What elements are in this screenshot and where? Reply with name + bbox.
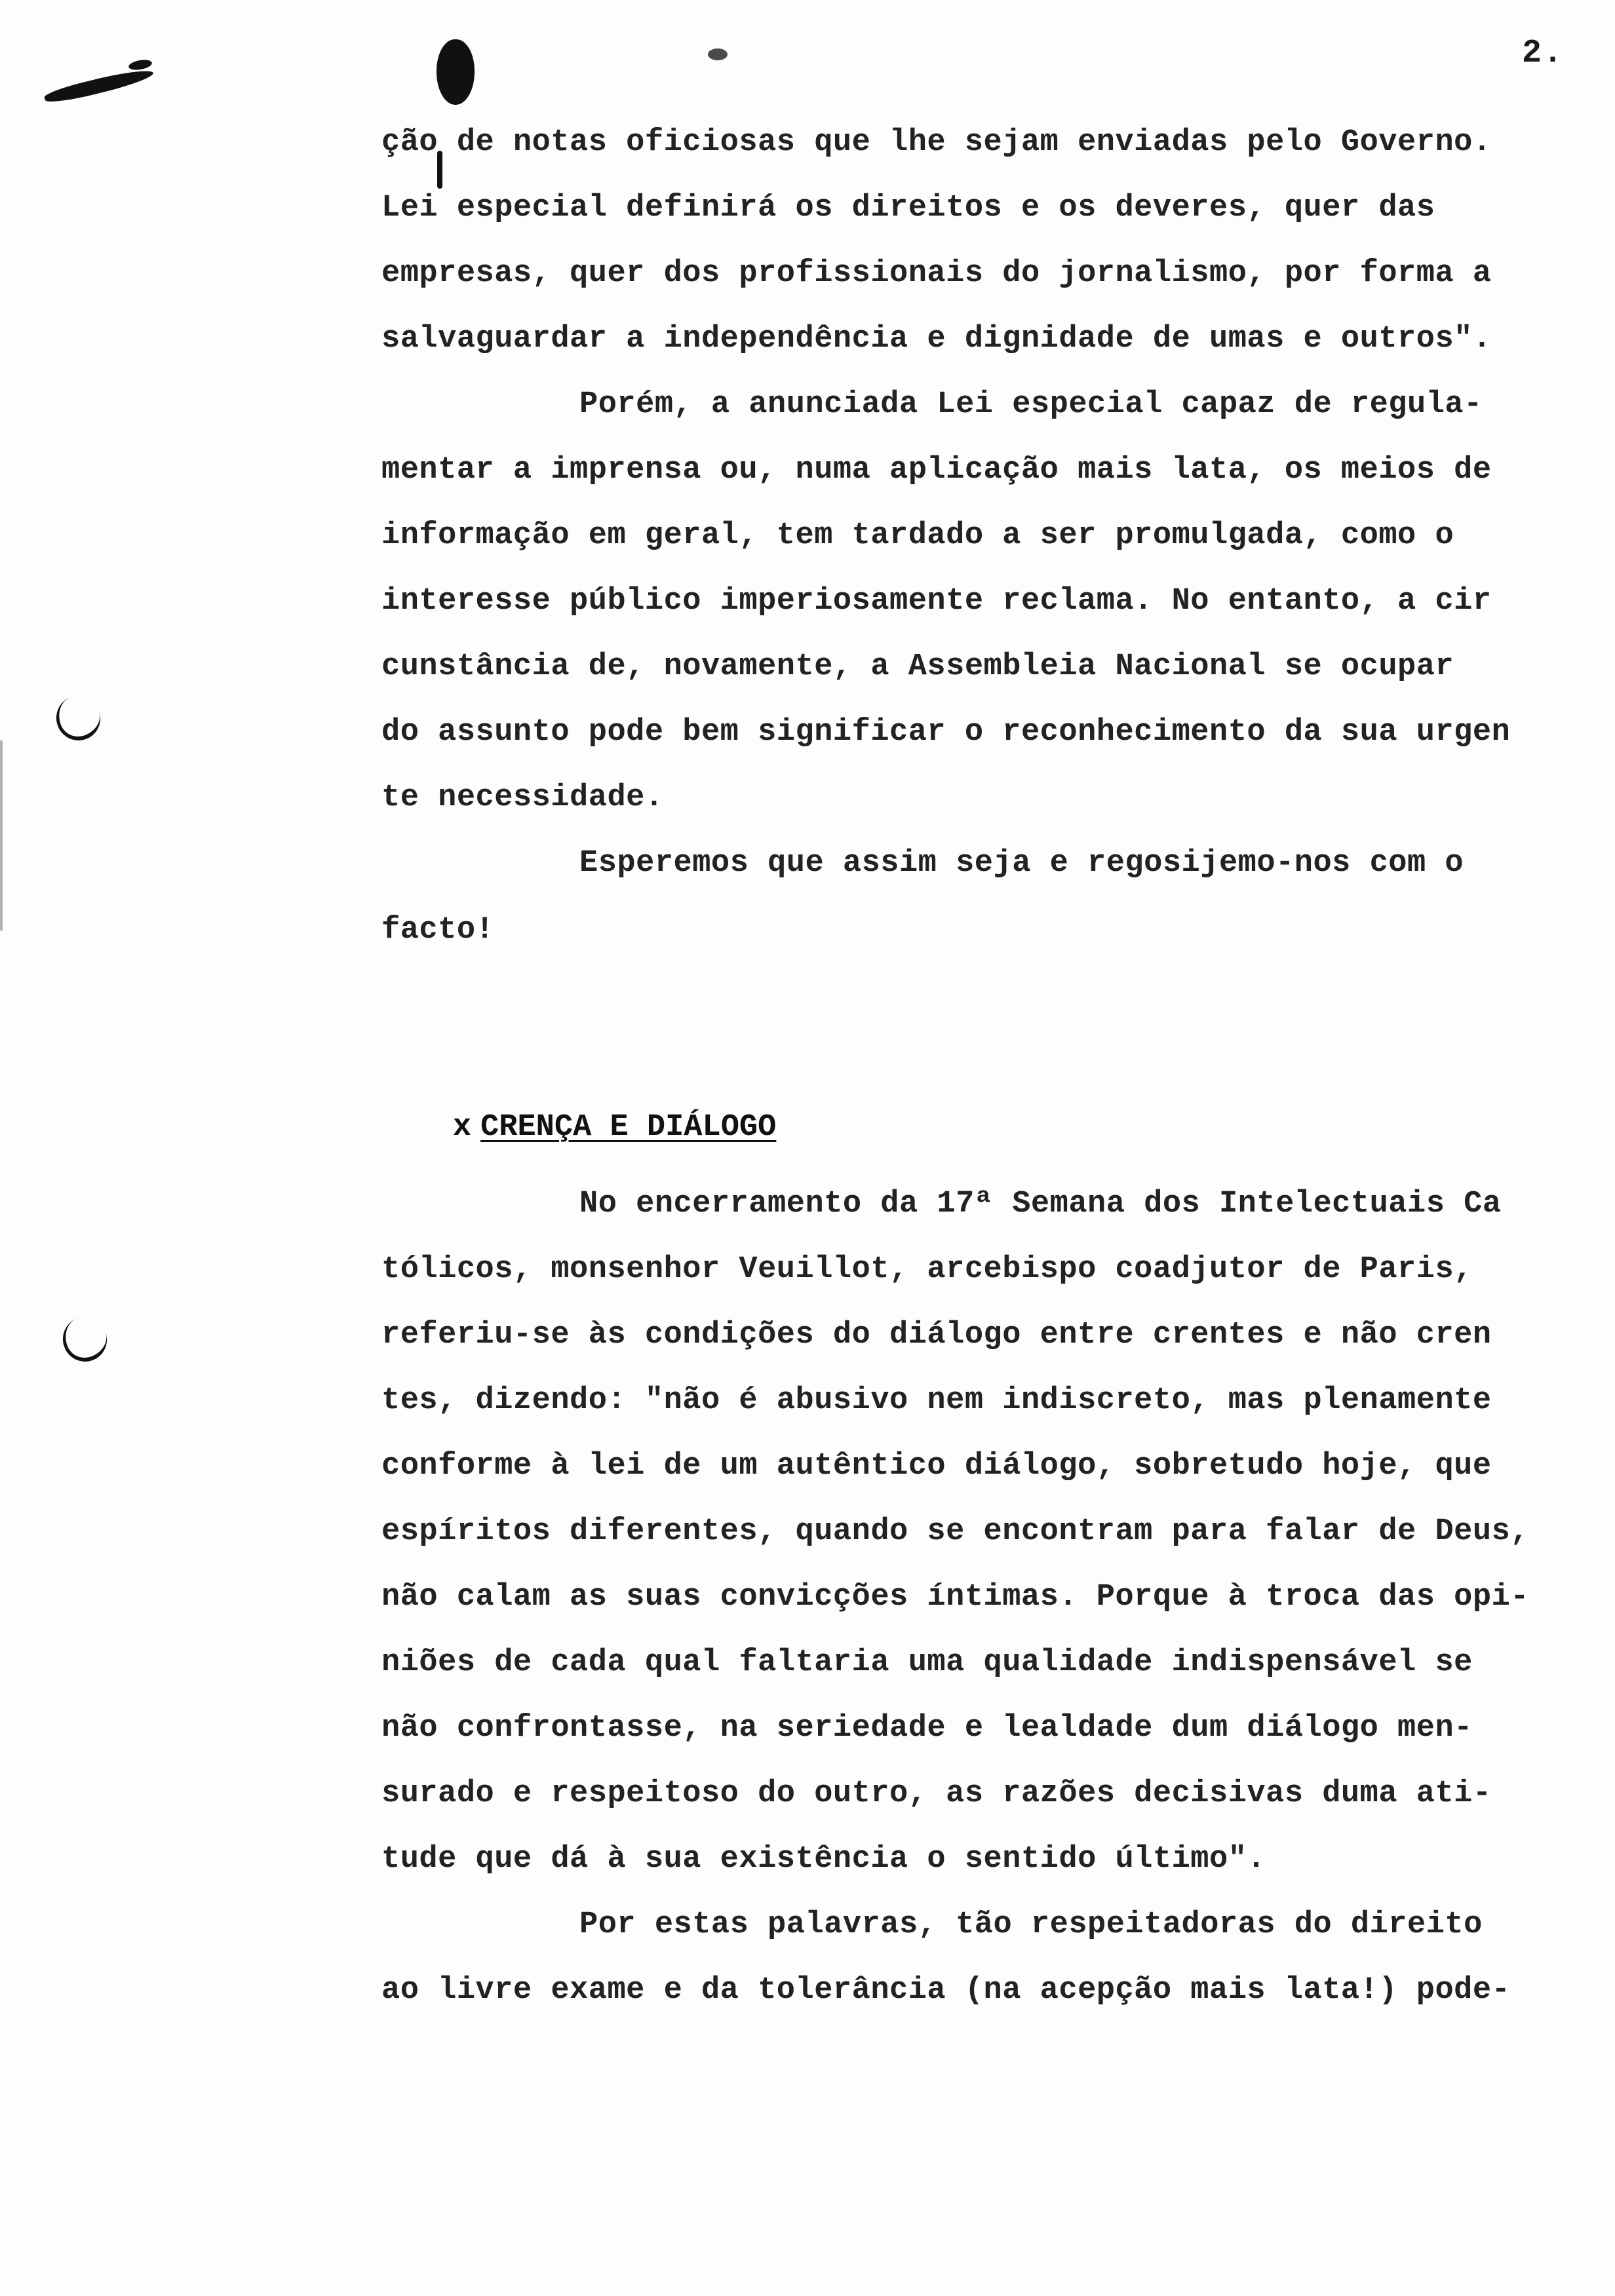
ink-blot-top-center (437, 39, 475, 105)
text-line: niões de cada qual faltaria uma qualidade indispensável se (381, 1645, 1473, 1680)
text-line: facto! (381, 913, 495, 947)
ink-blot-top-left (43, 66, 155, 106)
text-line: tes, dizendo: "não é abusivo nem indiscreto, mas plenamente (381, 1383, 1492, 1418)
text-line: empresas, quer dos profissionais do jornalismo, por forma a (381, 256, 1492, 291)
text-line: surado e respeitoso do outro, as razões decisivas duma ati- (381, 1776, 1492, 1811)
text-line: não calam as suas convicções íntimas. Porque à troca das opi- (381, 1580, 1529, 1615)
section-heading (379, 1069, 776, 1187)
text-line: Esperemos que assim seja e regosijemo-nos com o (579, 846, 1464, 881)
text-line: interesse público imperiosamente reclama. No entanto, a cir (381, 584, 1492, 619)
text-line: ção de notas oficiosas que lhe sejam enviadas pelo Governo. (381, 125, 1492, 160)
section-title: CRENÇA E DIÁLOGO (480, 1110, 777, 1145)
page-number: 2. (1522, 35, 1565, 72)
text-line: espíritos diferentes, quando se encontram para falar de Deus, (381, 1514, 1529, 1549)
text-line: salvaguardar a independência e dignidade de umas e outros". (381, 322, 1492, 356)
ink-smudge-top (708, 48, 728, 60)
heading-bullet: x (452, 1110, 472, 1145)
text-line: do assunto pode bem significar o reconhecimento da sua urgen (381, 715, 1511, 750)
text-line: conforme à lei de um autêntico diálogo, sobretudo hoje, que (381, 1449, 1492, 1483)
text-line: cunstância de, novamente, a Assembleia Nacional se ocupar (381, 649, 1454, 684)
text-line: No encerramento da 17ª Semana dos Intelectuais Ca (579, 1187, 1502, 1221)
text-line: Lei especial definirá os direitos e os deveres, quer das (381, 191, 1435, 225)
punch-hole-mark-lower (56, 1311, 113, 1368)
text-line: tólicos, monsenhor Veuillot, arcebispo coadjutor de Paris, (381, 1252, 1473, 1287)
text-line: Porém, a anunciada Lei especial capaz de regula- (579, 387, 1483, 422)
text-line: Por estas palavras, tão respeitadoras do direito (579, 1907, 1483, 1942)
text-line: mentar a imprensa ou, numa aplicação mais lata, os meios de (381, 453, 1492, 488)
text-line: não confrontasse, na seriedade e lealdade dum diálogo men- (381, 1711, 1473, 1746)
ink-blot-top-left-tail (128, 58, 153, 71)
text-line: informação em geral, tem tardado a ser promulgada, como o (381, 518, 1454, 553)
text-line: tude que dá à sua existência o sentido último". (381, 1842, 1266, 1877)
text-line: referiu-se às condições do diálogo entre crentes e não cren (381, 1318, 1492, 1352)
text-line: ao livre exame e da tolerância (na acepção mais lata!) pode- (381, 1973, 1511, 2008)
page-edge-shadow (0, 740, 3, 930)
text-line: te necessidade. (381, 780, 664, 815)
punch-hole-mark-upper (50, 690, 106, 747)
